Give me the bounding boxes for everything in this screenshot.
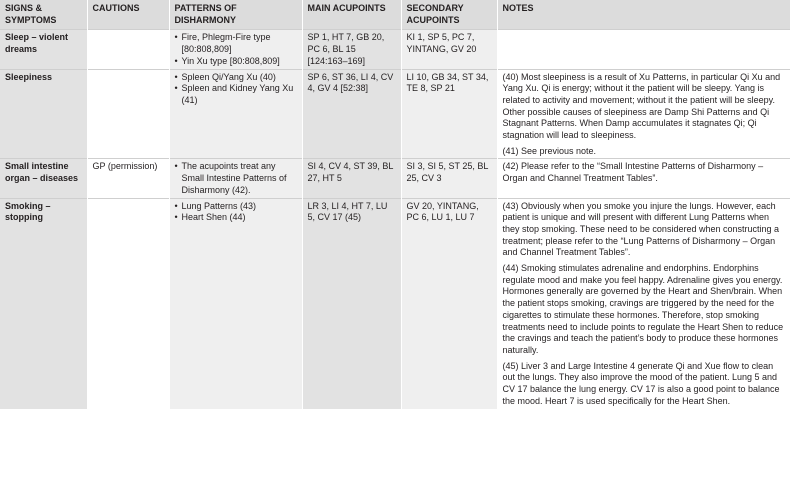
caution-cell <box>87 69 169 159</box>
pattern-item: • Spleen Qi/Yang Xu (40) <box>175 72 298 84</box>
header-secondary-acupoints: SECONDARY ACUPOINTS <box>401 0 497 30</box>
secondary-acupoints-cell: GV 20, YINTANG, PC 6, LU 1, LU 7 <box>401 198 497 408</box>
main-acupoints-cell: LR 3, LI 4, HT 7, LU 5, CV 17 (45) <box>302 198 401 408</box>
patterns-cell <box>169 159 302 198</box>
note-paragraph: (44) Smoking stimulates adrenaline and endorphins. Endorphins regulate mood and make you feel happy. Adrenaline gives you energy. Hormones generally are governed by the Heart and Shen/brain. When the patient stops smoking, cravings are triggered by the need for the cigarettes to stimulate these hormones. Therefore, stop smoking treatments need to include points to regulate the Heart Shen to reduce the cravings and teach the patient’s body to produce these hormones naturally. <box>502 263 784 355</box>
symptom-cell: Sleepiness <box>0 69 87 159</box>
caution-cell <box>87 30 169 69</box>
patterns-list <box>175 161 298 196</box>
table-row <box>0 159 790 198</box>
header-row <box>0 0 790 30</box>
pattern-item: • The acupoints treat any Small Intestine Patterns of Disharmony (42). <box>175 161 298 196</box>
header-patterns-of-disharmony: PATTERNS OF DISHARMONY <box>169 0 302 30</box>
header-signs-symptoms: SIGNS & SYMPTOMS <box>0 0 87 30</box>
secondary-acupoints-cell: LI 10, GB 34, ST 34, TE 8, SP 21 <box>401 69 497 159</box>
caution-cell: GP (permission) <box>87 159 169 198</box>
pattern-item: • Spleen and Kidney Yang Xu (41) <box>175 83 298 106</box>
secondary-acupoints-cell: SI 3, SI 5, ST 25, BL 25, CV 3 <box>401 159 497 198</box>
patterns-cell <box>169 69 302 159</box>
note-paragraph: (41) See previous note. <box>502 145 597 156</box>
table-row <box>0 198 790 408</box>
note-paragraph: (45) Liver 3 and Large Intestine 4 generate Qi and Xue flow to clean out the lungs. They also improve the mood of the patient. Lung 5 and CV 17 balance the lung energy. CV 17 is also a good point to balance the mood. Heart 7 is used specifically for the Heart Shen. <box>502 360 780 406</box>
patterns-list <box>175 32 298 67</box>
pattern-item: • Yin Xu type [80:808,809] <box>175 56 298 68</box>
symptom-cell: Smoking – stopping <box>0 198 87 408</box>
header-notes: NOTES <box>497 0 790 30</box>
main-acupoints-cell: SP 6, ST 36, LI 4, CV 4, GV 4 [52:38] <box>302 69 401 159</box>
caution-cell <box>87 198 169 408</box>
notes-cell <box>497 159 790 198</box>
symptom-cell: Sleep – violent dreams <box>0 30 87 69</box>
pattern-item: • Heart Shen (44) <box>175 212 298 224</box>
note-paragraph: (40) Most sleepiness is a result of Xu Patterns, in particular Qi Xu and Yang Xu. Qi is energy; without it the patient will be sleepy. Yang is related to activity and movement; without it the patient will be sleepy. Other possible causes of sleepiness are Damp Shi Patterns and Qi Stagnant Patterns. When Damp accumulates it stagnates Qi; Qi stagnation will lead to sleepiness. <box>502 71 781 141</box>
table-row <box>0 69 790 159</box>
pattern-item: • Lung Patterns (43) <box>175 201 298 213</box>
patterns-cell <box>169 30 302 69</box>
patterns-list <box>175 72 298 107</box>
notes-cell <box>497 198 790 408</box>
header-cautions: CAUTIONS <box>87 0 169 30</box>
pattern-item: • Fire, Phlegm-Fire type [80:808,809] <box>175 32 298 55</box>
note-paragraph: (43) Obviously when you smoke you injure the lungs. However, each patient is unique and will present with different Lung Patterns when they stop smoking. These need to be considered when constructing a treatment; please refer to the “Lung Patterns of Disharmony – Organ and Channel Treatment Tables”. <box>502 200 780 258</box>
patterns-list <box>175 201 298 224</box>
main-acupoints-cell: SP 1, HT 7, GB 20, PC 6, BL 15 [124:163–169] <box>302 30 401 69</box>
header-main-acupoints: MAIN ACUPOINTS <box>302 0 401 30</box>
symptom-cell: Small intestine organ – diseases <box>0 159 87 198</box>
patterns-cell <box>169 198 302 408</box>
notes-cell <box>497 30 790 69</box>
notes-cell <box>497 69 790 159</box>
main-acupoints-cell: SI 4, CV 4, ST 39, BL 27, HT 5 <box>302 159 401 198</box>
table-row <box>0 30 790 69</box>
note-paragraph: (42) Please refer to the “Small Intestine Patterns of Disharmony – Organ and Channel Treatment Tables”. <box>502 161 764 184</box>
secondary-acupoints-cell: KI 1, SP 5, PC 7, YINTANG, GV 20 <box>401 30 497 69</box>
